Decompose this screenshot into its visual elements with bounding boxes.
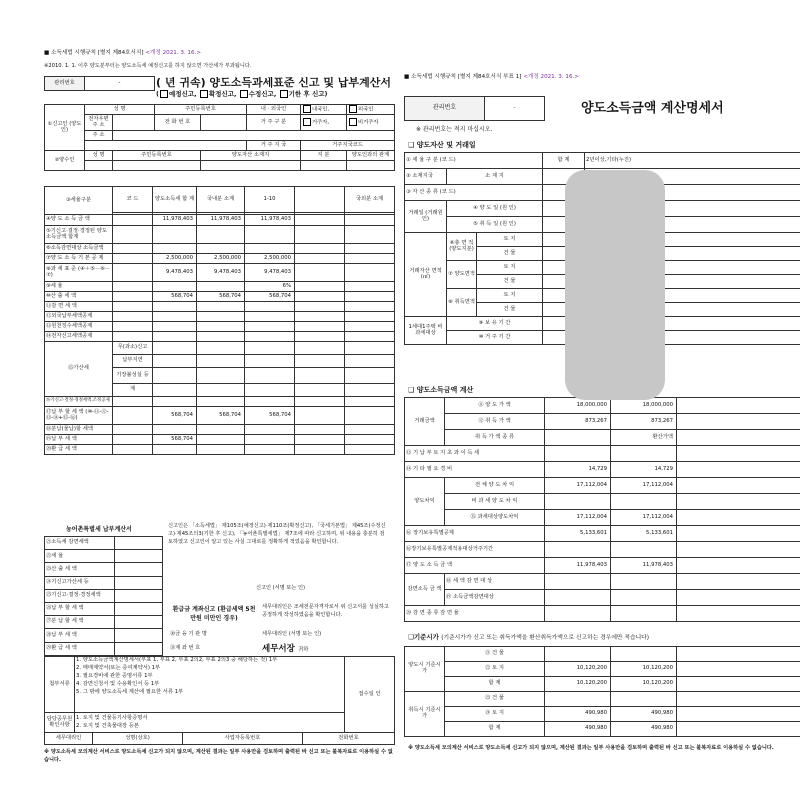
final-checkbox[interactable] bbox=[200, 90, 208, 98]
calc-row bbox=[45, 254, 395, 264]
gain-row bbox=[405, 510, 800, 526]
calc-value: 2,500,000 bbox=[197, 254, 245, 264]
rural-tax-title: 농어촌특별세 납부계산서 bbox=[66, 526, 132, 533]
calc-value bbox=[345, 292, 395, 302]
std-row-label: ㉑ 건 물 bbox=[445, 647, 545, 662]
std-value bbox=[545, 692, 611, 707]
calc-value bbox=[153, 282, 197, 292]
gain-calculation-table bbox=[404, 397, 800, 622]
officer-check-label: 담당공무원 확인사항 bbox=[45, 713, 75, 733]
tax-office-addressee: 세무서장 귀하 bbox=[262, 644, 309, 654]
calc-value bbox=[197, 302, 245, 312]
gain-section-title: ❑ 양도소득금액 계산 bbox=[408, 386, 474, 394]
gain-row bbox=[405, 542, 800, 558]
gain-row bbox=[405, 558, 800, 574]
residence-label: 거 주 구 분 bbox=[247, 115, 301, 131]
rural-row-label: ㉖납 부 할 세 액 bbox=[45, 602, 115, 615]
price-value: 11,978,403 bbox=[545, 558, 611, 574]
title-cell bbox=[155, 77, 395, 105]
tax-paid-label: ⑲납 부 세 액 bbox=[45, 435, 113, 445]
area-row-label: ⑦ 양도면적 bbox=[447, 261, 477, 289]
price-value: 18,000,000 bbox=[545, 398, 611, 414]
calc-value bbox=[197, 312, 245, 322]
gain-row bbox=[405, 606, 800, 622]
rural-row bbox=[45, 602, 163, 615]
calc-value bbox=[197, 322, 245, 332]
filer-section-label: ①신고인 (양도인) bbox=[45, 105, 85, 151]
std-value: 490,980 bbox=[611, 707, 677, 722]
asset-location-header: 양도자산 소재지 bbox=[201, 151, 301, 161]
calc-value bbox=[345, 244, 395, 254]
std-row-label: 합 계 bbox=[445, 677, 545, 692]
calc-value bbox=[153, 312, 197, 322]
calc-row bbox=[45, 332, 395, 342]
exempt-row bbox=[405, 590, 800, 606]
nationality-label: 내 · 외국인 bbox=[247, 105, 301, 115]
asset-type-label: ③ 자 산 종 류 (코 드) bbox=[405, 185, 543, 201]
calc-value: 9,478,403 bbox=[153, 264, 197, 282]
calc-value bbox=[345, 226, 395, 244]
calc-value bbox=[295, 244, 345, 254]
calc-value bbox=[345, 264, 395, 282]
signature-line: 신고인 (서명 또는 인) bbox=[256, 585, 306, 591]
asset-section-title: ❑ 양도자산 및 거래일 bbox=[408, 141, 476, 149]
calc-value: 6% bbox=[245, 282, 295, 292]
calc-row bbox=[45, 445, 395, 455]
calc-value bbox=[295, 254, 345, 264]
management-note: ※ 관리번호는 적지 마십시오. bbox=[416, 126, 493, 133]
calc-row-label: ⑥소득감면대상 소득금액 bbox=[45, 244, 113, 254]
calc-value bbox=[245, 322, 295, 332]
price-value: 11,978,403 bbox=[611, 558, 677, 574]
rural-row-label: ㉑소득세 감면세액 bbox=[45, 537, 115, 550]
std-value: 10,120,200 bbox=[545, 662, 611, 677]
agent-declaration: 세무대리인은 조세전문자격자로서 위 신고서를 성실하고 공정하게 작성하였음을 확인합니다. bbox=[262, 604, 389, 618]
area-row-label: ⑧ 취득면적 bbox=[447, 289, 477, 317]
calc-value bbox=[295, 407, 345, 425]
officer-check-list: 1. 토지 및 건물등기사항증명서 2. 토지 및 건축물대장 등본 bbox=[75, 713, 345, 733]
std-value: 10,120,200 bbox=[545, 677, 611, 692]
gain-row-label: ⑮ 과세대상양도차익 bbox=[445, 510, 545, 526]
calc-value bbox=[345, 282, 395, 292]
std-value: 490,980 bbox=[545, 722, 611, 737]
deal-row-label: ⑤ 취 득 일 (원 인) bbox=[447, 217, 543, 233]
gain-row bbox=[405, 494, 800, 510]
calc-value bbox=[153, 322, 197, 332]
price-row-label: 취 득 가 액 종 류 bbox=[445, 430, 545, 446]
tax-calculation-table bbox=[44, 186, 395, 455]
residence-code-label: 거주지국코드 bbox=[301, 141, 395, 151]
gain-row bbox=[405, 462, 800, 478]
std-value bbox=[611, 692, 677, 707]
penalty-note: ※2010. 1. 1. 이후 양도분부터는 양도소득세 예정신고를 하지 않으면 가산세가 부과됩니다. bbox=[44, 63, 252, 69]
price-row bbox=[405, 430, 800, 446]
calc-value bbox=[345, 322, 395, 332]
tax-rate-label: ① 세 율 구 분 (코 드) bbox=[405, 153, 543, 169]
form-title: 양도소득금액 계산명세서 bbox=[581, 100, 724, 116]
rural-row-label: ㉕기신고·결정·경정세액 bbox=[45, 589, 115, 602]
calc-value bbox=[197, 332, 245, 342]
management-number-label: 관리번호 bbox=[405, 97, 485, 121]
price-value: 5,133,601 bbox=[611, 526, 677, 542]
address-label: 주 소 bbox=[85, 131, 113, 141]
calc-row-label: ⑤기신고·결정·경정된 양도소득금액 합계 bbox=[45, 226, 113, 244]
preliminary-checkbox[interactable] bbox=[160, 90, 168, 98]
std-row bbox=[405, 722, 800, 737]
refund-account-title: 환급금 계좌신고 (환급세액 5천만원 미만인 경우) bbox=[172, 606, 256, 622]
std-row bbox=[405, 677, 800, 692]
calc-row-label: ⑦양 도 소 득 기 본 공 제 bbox=[45, 254, 113, 264]
footnote: ※ 양도소득세 모의계산 서비스로 양도소득세 신고가 되지 않으며, 계산된 결과는 일부 사용만을 검토하며 출력된 바 신고 또는 불복자료로 이용하실 수 없습니다. bbox=[408, 745, 774, 751]
tax-type-label: ③세율구분 bbox=[45, 187, 113, 215]
calc-row bbox=[45, 302, 395, 312]
rural-row bbox=[45, 576, 163, 589]
transferee-name-header: 성 명 bbox=[85, 151, 113, 161]
bank-name-label: ㉚금 융 기 관 명 bbox=[170, 631, 207, 637]
gain-row-label: 비 과 세 양 도 차 익 bbox=[445, 494, 545, 510]
price-value: 14,729 bbox=[545, 462, 611, 478]
gain-amount-label: ⑰ 양 도 소 득 금 액 bbox=[405, 558, 545, 574]
area-kind: 토 지 bbox=[477, 261, 543, 275]
rural-row-label: ㉘납 부 세 액 bbox=[45, 629, 115, 642]
land-excess-tax-label: ⑬ 기 납 부 토 지 초 과 이 득 세 bbox=[405, 446, 545, 462]
area-kind: 건 물 bbox=[477, 247, 543, 261]
calc-value bbox=[345, 215, 395, 226]
calc-row bbox=[45, 292, 395, 302]
penalty-row bbox=[45, 342, 395, 355]
exempt-type-label: ⑳ 감 면 종 류 감 면 율 bbox=[405, 606, 545, 622]
calc-value bbox=[345, 407, 395, 425]
calc-value bbox=[153, 226, 197, 244]
std-value: 490,980 bbox=[611, 722, 677, 737]
calc-row-label: ⑨세 율 bbox=[45, 282, 113, 292]
filing-type-options: ( 예정신고, 확정신고, 수정신고, 기한 후 신고) bbox=[156, 90, 328, 99]
calc-row bbox=[45, 215, 395, 226]
std-value: 10,120,200 bbox=[611, 677, 677, 692]
calc-value bbox=[295, 302, 345, 312]
rural-row bbox=[45, 642, 163, 655]
price-row-label: ⑪ 양 도 가 액 bbox=[445, 398, 545, 414]
penalty-label: ⑮가산세 bbox=[45, 342, 113, 397]
std-value bbox=[545, 647, 611, 662]
std-row bbox=[405, 707, 800, 722]
rural-row-label: ㉙환 급 세 액 bbox=[45, 642, 115, 655]
calc-row-label: ④양 도 소 득 금 액 bbox=[45, 215, 113, 226]
std-row-label: ㉔ 토 지 bbox=[445, 707, 545, 722]
calc-value bbox=[295, 322, 345, 332]
calc-row bbox=[45, 312, 395, 322]
asset-row bbox=[405, 153, 800, 169]
domestic-checkbox[interactable] bbox=[303, 105, 311, 113]
transfer-std-label: 양도시 기준시가 bbox=[405, 647, 445, 692]
calc-value: 568,704 bbox=[153, 292, 197, 302]
calc-value bbox=[153, 244, 197, 254]
domestic-subtotal-header: 국내분 소계 bbox=[197, 187, 245, 213]
price-value: 17,112,004 bbox=[545, 510, 611, 526]
agent-phone-label: 전화번호 bbox=[303, 733, 395, 745]
calc-value: 2,500,000 bbox=[245, 254, 295, 264]
transferee-rrn-header: 주민등록번호 bbox=[113, 151, 201, 161]
attachment-list: 1. 양도소득금액계산명세서(부표 1, 부표 2, 부표 2의2, 부표 2의3 중 해당하는 것) 1부 2. 매매계약서(또는 증여계약서) 1부 3. 필요경비에 관한 증명서류 1부 4. 감면신청서 및 수용확인서 등 1부 5. 그 밖에 양도소득세 계산에 필요한 서류 1부 bbox=[75, 657, 345, 713]
rural-row bbox=[45, 563, 163, 576]
calc-value bbox=[295, 215, 345, 226]
rural-row-label: ㉔기신고가산세 등 bbox=[45, 576, 115, 589]
gain-label: 양도차익 bbox=[405, 478, 445, 526]
price-value: 5,133,601 bbox=[545, 526, 611, 542]
calc-value bbox=[295, 226, 345, 244]
calc-row bbox=[45, 407, 395, 425]
country-label: ② 소재지국 bbox=[405, 169, 447, 185]
rural-row bbox=[45, 629, 163, 642]
form-header bbox=[44, 48, 201, 56]
attachments-table bbox=[44, 656, 395, 733]
form-reference: ■ 소득세법 시행규칙 [별지 제84호서식 부표 1] bbox=[404, 74, 522, 80]
calc-value bbox=[295, 282, 345, 292]
filer-name-label: 성 명 bbox=[85, 105, 155, 115]
calc-value bbox=[295, 312, 345, 322]
code-label: 코 드 bbox=[113, 187, 153, 213]
calc-value bbox=[245, 226, 295, 244]
calc-value: 568,704 bbox=[245, 407, 295, 425]
acq-std-label: 취득시 기준시가 bbox=[405, 692, 445, 737]
rural-row bbox=[45, 550, 163, 563]
management-number-label: 관리번호 bbox=[45, 77, 85, 91]
calc-value: 11,978,403 bbox=[197, 215, 245, 226]
std-value: 10,120,200 bbox=[611, 662, 677, 677]
calc-value bbox=[295, 292, 345, 302]
title-table bbox=[404, 96, 800, 121]
rural-tax-table bbox=[44, 536, 163, 656]
form-header bbox=[404, 72, 579, 80]
total-column-header: 양도소득세 합 계 bbox=[153, 187, 197, 213]
calc-value: 568,704 bbox=[153, 435, 197, 445]
calc-value: 9,478,403 bbox=[245, 264, 295, 282]
calc-row bbox=[45, 282, 395, 292]
calc-value bbox=[197, 282, 245, 292]
calc-value: 2,500,000 bbox=[153, 254, 197, 264]
installment-label: ⑱분납(물납)할 세액 bbox=[45, 425, 113, 435]
calc-value: 568,704 bbox=[197, 407, 245, 425]
std-value: 490,980 bbox=[545, 707, 611, 722]
attachments-label: 첨부서류 bbox=[45, 657, 75, 713]
price-value bbox=[545, 494, 611, 510]
calc-value bbox=[345, 302, 395, 312]
penalty-item: 계 bbox=[113, 384, 153, 397]
price-value bbox=[545, 430, 611, 446]
calc-value bbox=[295, 264, 345, 282]
std-row bbox=[405, 692, 800, 707]
resident-checkbox[interactable] bbox=[303, 118, 311, 126]
calc-value bbox=[345, 312, 395, 322]
foreign-subtotal-header: 국외분 소계 bbox=[345, 187, 395, 213]
price-value: 17,112,004 bbox=[611, 478, 677, 494]
calc-row-label: ⑫외국납부세액공제 bbox=[45, 312, 113, 322]
standard-price-table bbox=[404, 646, 800, 737]
long-term-deduction-label: ⑯ 장기보유특별공제 bbox=[405, 526, 545, 542]
price-value: 환산가액 bbox=[611, 430, 677, 446]
calc-value bbox=[153, 332, 197, 342]
area-kind: 토 지 bbox=[477, 233, 543, 247]
price-value: 17,112,004 bbox=[611, 510, 677, 526]
std-row-label: ㉒ 토 지 bbox=[445, 662, 545, 677]
management-number-value: - bbox=[485, 97, 545, 121]
exempt-row-label: ⑲ 소득금액감면대상 bbox=[445, 590, 545, 606]
one-house-label: 1세대1주택 비과세대상 bbox=[405, 317, 447, 345]
calc-row-label: ⑩산 출 세 액 bbox=[45, 292, 113, 302]
form-title: ( 년 귀속) 양도소득과세표준 신고 및 납부계산서 bbox=[156, 76, 391, 89]
penalty-item: 납부지연 bbox=[113, 355, 153, 368]
price-label: 거래금액 bbox=[405, 398, 445, 446]
calc-row-label: ⑭전자신고세액공제 bbox=[45, 332, 113, 342]
rural-row bbox=[45, 616, 163, 629]
calc-value bbox=[197, 244, 245, 254]
footnote: ※ 양도소득세 모의계산 서비스로 양도소득세 신고가 되지 않으며, 계산된 결과는 일부 사용만을 검토하며 출력된 바 신고 또는 불복자료로 이용하실 수 없습니다. bbox=[44, 749, 393, 764]
phone-label: 전 화 번 호 bbox=[155, 115, 201, 131]
agent-name-label: 성명(상호) bbox=[93, 733, 183, 745]
calc-row bbox=[45, 226, 395, 244]
refund-label: ⑳환 급 세 액 bbox=[45, 445, 113, 455]
calc-value bbox=[153, 302, 197, 312]
calc-value: 568,704 bbox=[245, 292, 295, 302]
calc-value bbox=[245, 312, 295, 322]
business-number-label: 사업자등록번호 bbox=[183, 733, 303, 745]
share-header: 지 분 bbox=[301, 151, 347, 161]
rural-row-label: ㉗분 납 할 세 액 bbox=[45, 616, 115, 629]
account-number-label: ㉛계 좌 번 호 bbox=[170, 645, 201, 651]
other-expenses-label: ⑭ 기 타 필 요 경 비 bbox=[405, 462, 545, 478]
rural-row bbox=[45, 589, 163, 602]
exempt-row bbox=[405, 574, 800, 590]
calc-row-label: ⑪감 면 세 액 bbox=[45, 302, 113, 312]
rate-type-value: 2년이상,기타(누진) bbox=[585, 153, 800, 169]
residence-country-label: 거 주 지 국 bbox=[247, 141, 301, 151]
penalty-item: 기장불성실 등 bbox=[113, 368, 153, 384]
calc-value bbox=[345, 332, 395, 342]
rural-row-label: ㉓산 출 세 액 bbox=[45, 563, 115, 576]
relation-header: 양도인과의 관계 bbox=[347, 151, 395, 161]
area-row-label: ⑥총 면 적 (양도지분) bbox=[447, 233, 477, 261]
std-row-label: 합 계 bbox=[445, 722, 545, 737]
calc-row bbox=[45, 244, 395, 254]
declaration-text: 신고인은 「소득세법」 제105조(예정신고)·제110조(확정신고), 「국세기본법」 제45조(수정신고)·제45조의3(기한 후 신고), 「농어촌특별세법」 제7조에 따라 신고하며, 위 내용을 충분히 검토하였고 신고인이 알고 있는 사실 그대로를 정확하게 적었음을 확인합니다. bbox=[168, 523, 386, 546]
standard-price-title: ❑기준시가 (기준시가가 신고 또는 취득가액을 환산취득가액으로 신고하는 경우에만 적습니다) bbox=[408, 633, 650, 641]
calc-value: 9,478,403 bbox=[197, 264, 245, 282]
calc-row bbox=[45, 425, 395, 435]
calc-value bbox=[245, 244, 295, 254]
prior-tax-label: ⑯기신고·결정·경정세액,조정공제 bbox=[45, 397, 113, 407]
exempt-row-label: ⑱ 세 액 감 면 대 상 bbox=[445, 574, 545, 590]
std-row bbox=[405, 647, 800, 662]
foreign-checkbox[interactable] bbox=[349, 105, 357, 113]
rate-code-header: 1-10 bbox=[245, 187, 295, 213]
price-row bbox=[405, 414, 800, 430]
area-kind: 토 지 bbox=[477, 289, 543, 303]
exempt-label: 감면소득 금 액 bbox=[405, 574, 445, 606]
redacted-region bbox=[565, 170, 665, 400]
calc-value bbox=[197, 226, 245, 244]
std-row-label: ㉓ 건 물 bbox=[445, 692, 545, 707]
gain-row bbox=[405, 446, 800, 462]
deal-row-label: ④ 양 도 일 (원 인) bbox=[447, 201, 543, 217]
house-row-label: ⑨ 보 유 기 간 bbox=[447, 317, 543, 331]
total-header: 합 계 bbox=[543, 153, 585, 169]
calc-row bbox=[45, 435, 395, 445]
gain-row bbox=[405, 526, 800, 542]
price-value: 873,267 bbox=[545, 414, 611, 430]
filer-rrn-label: 주민등록번호 bbox=[155, 105, 247, 115]
price-value bbox=[611, 494, 677, 510]
price-value: 17,112,004 bbox=[545, 478, 611, 494]
calc-row bbox=[45, 397, 395, 407]
calc-value: 568,704 bbox=[197, 292, 245, 302]
gain-row-label: 전 체 양 도 차 익 bbox=[445, 478, 545, 494]
price-value: 14,729 bbox=[611, 462, 677, 478]
calc-value bbox=[245, 302, 295, 312]
std-value bbox=[611, 647, 677, 662]
house-row-label: ⑩ 거 주 기 간 bbox=[447, 331, 543, 345]
calc-row-label: ⑧과 세 표 준 (④＋⑤－⑥－⑦) bbox=[45, 264, 113, 282]
calc-value bbox=[245, 332, 295, 342]
residence-period-label: ⑯장기보유특별공제적용대상거주기간 bbox=[405, 542, 545, 558]
deal-date-label: 거래일 (거래원인) bbox=[405, 201, 447, 233]
area-label: 거래자산 면적(㎡) bbox=[405, 233, 447, 317]
price-value: 18,000,000 bbox=[611, 398, 677, 414]
gain-row bbox=[405, 478, 800, 494]
rural-row bbox=[45, 537, 163, 550]
price-value: 873,267 bbox=[611, 414, 677, 430]
std-row bbox=[405, 662, 800, 677]
receipt-stamp-label: 접수일 인 bbox=[345, 657, 395, 733]
agent-label: 세무대리인 bbox=[45, 733, 93, 745]
calc-value bbox=[295, 332, 345, 342]
email-label: 전자우편 주 소 bbox=[85, 115, 113, 131]
amended-checkbox[interactable] bbox=[240, 90, 248, 98]
penalty-item: 무(과소)신고 bbox=[113, 342, 153, 355]
calc-value: 11,978,403 bbox=[245, 215, 295, 226]
late-checkbox[interactable] bbox=[280, 90, 288, 98]
nonresident-checkbox[interactable] bbox=[349, 118, 357, 126]
calc-value: 568,704 bbox=[153, 407, 197, 425]
filer-table: 관리번호 - ( 년 귀속) 양도소득과세표준 신고 및 납부계산서 ( 예정신고, 확정신고, 수정신고, 기한 후 신고) ①신고인 (양도인) 성 명 주민등록번호 내 · 외국인 내국인, 외국인 전자우편 주 소 전 화 번 호 거 주 구 분 거주자, 비거주자 주 소 거 주 지 국 거주지국코드 ②양수인 성 명 주민등록번호 양도자산 소재지 지 분 양도인과의 관계 bbox=[44, 76, 395, 171]
calc-row-label: ⑬원천징수세액공제 bbox=[45, 322, 113, 332]
agent-signature: 세무대리인 (서명 또는 인) bbox=[262, 631, 322, 637]
capital-gains-statement-page bbox=[402, 0, 800, 800]
management-number-value: - bbox=[85, 77, 155, 91]
transferee-section-label: ②양수인 bbox=[45, 151, 85, 171]
location-label: 소 재 지 bbox=[447, 169, 543, 185]
revision-date: <개정 2021. 3. 16.> bbox=[145, 50, 202, 56]
area-kind: 건 물 bbox=[477, 303, 543, 317]
calc-row bbox=[45, 264, 395, 282]
calc-row bbox=[45, 322, 395, 332]
calc-value bbox=[345, 254, 395, 264]
form-reference: ■ 소득세법 시행규칙 [별지 제84호서식] bbox=[44, 50, 144, 56]
tax-payable-label: ⑰납 부 할 세 액 (⑩-⑪-⑫-⑬-⑭+⑮-⑯) bbox=[45, 407, 113, 425]
revision-date: <개정 2021. 3. 16.> bbox=[523, 74, 579, 80]
agent-info-table bbox=[44, 732, 395, 745]
calc-value: 11,978,403 bbox=[153, 215, 197, 226]
rural-row-label: ㉒세 율 bbox=[45, 550, 115, 563]
area-kind: 건 물 bbox=[477, 275, 543, 289]
price-row-label: ⑫ 취 득 가 액 bbox=[445, 414, 545, 430]
